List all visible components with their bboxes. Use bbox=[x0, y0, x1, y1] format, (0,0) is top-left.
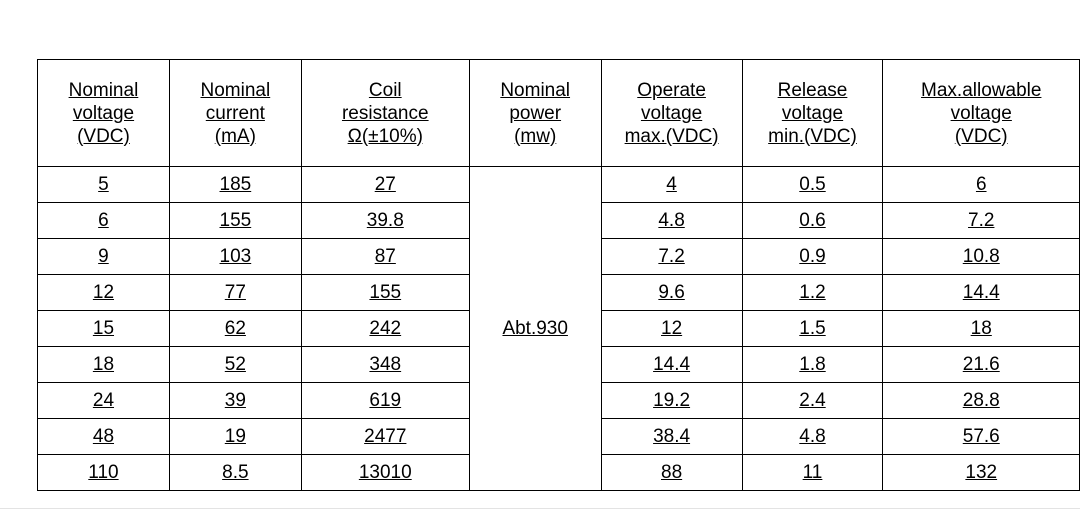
cell-release-voltage bbox=[742, 275, 883, 311]
table-body bbox=[38, 167, 1080, 491]
coil-specification-table bbox=[37, 59, 1080, 491]
cell-nominal-voltage bbox=[38, 455, 170, 491]
cell-value: 1.5 bbox=[799, 318, 826, 339]
cell-value: 155 bbox=[369, 282, 402, 303]
cell-value: 21.6 bbox=[962, 354, 1000, 375]
header-line: voltage bbox=[640, 102, 703, 124]
cell-value: 14.4 bbox=[653, 354, 691, 375]
cell-value: 4.8 bbox=[799, 426, 826, 447]
cell-value: 0.6 bbox=[799, 210, 826, 231]
cell-nominal-voltage bbox=[38, 311, 170, 347]
cell-max-allowable-voltage bbox=[883, 347, 1080, 383]
column-header-coil-resistance bbox=[301, 60, 469, 167]
cell-nominal-current bbox=[169, 419, 301, 455]
cell-nominal-current bbox=[169, 455, 301, 491]
cell-coil-resistance bbox=[301, 167, 469, 203]
cell-value: 62 bbox=[224, 318, 246, 339]
cell-value: 0.9 bbox=[799, 246, 826, 267]
header-line: Operate bbox=[637, 79, 706, 101]
cell-value: 110 bbox=[88, 462, 119, 483]
cell-value: 18 bbox=[92, 354, 115, 375]
cell-value: 57.6 bbox=[962, 426, 1000, 447]
cell-value: 18 bbox=[970, 318, 992, 339]
header-line: resistance bbox=[341, 102, 429, 124]
cell-value: 15 bbox=[92, 318, 115, 339]
cell-value: 242 bbox=[369, 318, 402, 339]
cell-operate-voltage bbox=[601, 383, 742, 419]
cell-value: 19 bbox=[224, 426, 246, 447]
cell-value: 4.8 bbox=[658, 210, 685, 231]
cell-operate-voltage bbox=[601, 311, 742, 347]
cell-nominal-voltage bbox=[38, 203, 170, 239]
cell-value: 87 bbox=[374, 246, 396, 267]
cell-value: 11 bbox=[802, 462, 823, 483]
cell-release-voltage bbox=[742, 311, 883, 347]
header-line: (mw) bbox=[514, 125, 557, 147]
cell-value: 24 bbox=[92, 390, 115, 411]
cell-value: 4 bbox=[666, 174, 677, 195]
cell-max-allowable-voltage bbox=[883, 311, 1080, 347]
cell-value: 77 bbox=[224, 282, 246, 303]
header-line: current bbox=[205, 102, 265, 124]
cell-max-allowable-voltage bbox=[883, 455, 1080, 491]
header-line: min.(VDC) bbox=[768, 125, 857, 147]
cell-nominal-voltage bbox=[38, 419, 170, 455]
cell-value: 9.6 bbox=[658, 282, 685, 303]
cell-nominal-current bbox=[169, 239, 301, 275]
cell-release-voltage bbox=[742, 203, 883, 239]
header-line: Max.allowable bbox=[921, 79, 1042, 101]
cell-value: 185 bbox=[219, 174, 252, 195]
header-line: Ω(±10%) bbox=[347, 125, 423, 147]
cell-value: 348 bbox=[369, 354, 402, 375]
cell-nominal-current bbox=[169, 311, 301, 347]
cell-coil-resistance bbox=[301, 419, 469, 455]
cell-coil-resistance bbox=[301, 347, 469, 383]
header-line: (VDC) bbox=[77, 125, 130, 147]
cell-operate-voltage bbox=[601, 275, 742, 311]
cell-max-allowable-voltage bbox=[883, 239, 1080, 275]
cell-coil-resistance bbox=[301, 455, 469, 491]
header-line: (VDC) bbox=[954, 125, 1008, 147]
cell-nominal-current bbox=[169, 275, 301, 311]
cell-nominal-voltage bbox=[38, 383, 170, 419]
cell-value: 12 bbox=[92, 282, 115, 303]
header-line: Release bbox=[777, 79, 848, 101]
cell-release-voltage bbox=[742, 239, 883, 275]
cell-value: 1.2 bbox=[799, 282, 826, 303]
cell-value: 52 bbox=[224, 354, 246, 375]
cell-max-allowable-voltage bbox=[883, 203, 1080, 239]
column-header-release-voltage bbox=[742, 60, 883, 167]
cell-nominal-current bbox=[169, 203, 301, 239]
cell-release-voltage bbox=[742, 455, 883, 491]
cell-nominal-power bbox=[469, 167, 601, 491]
cell-value: 19.2 bbox=[653, 390, 691, 411]
cell-value: 7.2 bbox=[658, 246, 685, 267]
table-row bbox=[38, 167, 1080, 203]
cell-value: 48 bbox=[92, 426, 115, 447]
cell-nominal-voltage bbox=[38, 239, 170, 275]
header-line: voltage bbox=[781, 102, 844, 124]
header-line: Nominal bbox=[500, 79, 571, 101]
cell-value: 5 bbox=[98, 174, 109, 195]
cell-coil-resistance bbox=[301, 311, 469, 347]
cell-nominal-voltage bbox=[38, 167, 170, 203]
cell-value: 10.8 bbox=[962, 246, 1000, 267]
column-header-max-allowable-voltage bbox=[883, 60, 1080, 167]
cell-value: 39.8 bbox=[366, 210, 404, 231]
cell-value: 2477 bbox=[364, 426, 407, 447]
cell-coil-resistance bbox=[301, 239, 469, 275]
table-header-row bbox=[38, 60, 1080, 167]
cell-value: 1.8 bbox=[799, 354, 826, 375]
cell-nominal-voltage bbox=[38, 275, 170, 311]
cell-release-voltage bbox=[742, 419, 883, 455]
table-header bbox=[38, 60, 1080, 167]
cell-operate-voltage bbox=[601, 203, 742, 239]
column-header-nominal-current bbox=[169, 60, 301, 167]
cell-value: 38.4 bbox=[653, 426, 691, 447]
cell-value: 14.4 bbox=[962, 282, 1000, 303]
cell-value: 28.8 bbox=[962, 390, 1000, 411]
cell-max-allowable-voltage bbox=[883, 383, 1080, 419]
cell-coil-resistance bbox=[301, 383, 469, 419]
cell-release-voltage bbox=[742, 167, 883, 203]
cell-value: 39 bbox=[224, 390, 246, 411]
column-header-operate-voltage bbox=[601, 60, 742, 167]
cell-value: 132 bbox=[965, 462, 998, 483]
cell-nominal-current bbox=[169, 383, 301, 419]
cell-value: 6 bbox=[98, 210, 109, 231]
cell-max-allowable-voltage bbox=[883, 167, 1080, 203]
header-line: voltage bbox=[950, 102, 1012, 124]
cell-value: 155 bbox=[219, 210, 252, 231]
header-line: max.(VDC) bbox=[624, 125, 719, 147]
cell-value: 88 bbox=[661, 462, 683, 483]
cell-operate-voltage bbox=[601, 455, 742, 491]
cell-max-allowable-voltage bbox=[883, 275, 1080, 311]
cell-coil-resistance bbox=[301, 275, 469, 311]
header-line: Coil bbox=[368, 79, 402, 101]
cell-value: 0.5 bbox=[799, 174, 826, 195]
cell-value: 6 bbox=[975, 174, 987, 195]
cell-nominal-voltage bbox=[38, 347, 170, 383]
cell-operate-voltage bbox=[601, 239, 742, 275]
column-header-nominal-voltage bbox=[38, 60, 170, 167]
cell-value: 13010 bbox=[358, 462, 412, 483]
cell-operate-voltage bbox=[601, 347, 742, 383]
cell-value: 7.2 bbox=[968, 210, 995, 231]
cell-operate-voltage bbox=[601, 419, 742, 455]
cell-nominal-current bbox=[169, 167, 301, 203]
header-line: power bbox=[509, 102, 562, 124]
cell-release-voltage bbox=[742, 347, 883, 383]
header-line: (mA) bbox=[214, 125, 256, 147]
cell-value: 103 bbox=[219, 246, 252, 267]
cell-max-allowable-voltage bbox=[883, 419, 1080, 455]
cell-value: 619 bbox=[369, 390, 402, 411]
header-line: Nominal bbox=[68, 79, 139, 101]
cell-value: 27 bbox=[374, 174, 396, 195]
column-header-nominal-power bbox=[469, 60, 601, 167]
cell-value: 8.5 bbox=[222, 462, 249, 483]
cell-operate-voltage bbox=[601, 167, 742, 203]
header-line: voltage bbox=[72, 102, 135, 124]
header-line: Nominal bbox=[200, 79, 271, 101]
cell-value: 12 bbox=[661, 318, 683, 339]
cell-release-voltage bbox=[742, 383, 883, 419]
cell-value: 9 bbox=[98, 246, 109, 267]
cell-coil-resistance bbox=[301, 203, 469, 239]
cell-value: 2.4 bbox=[799, 390, 826, 411]
cell-nominal-current bbox=[169, 347, 301, 383]
cell-value: Abt.930 bbox=[502, 318, 568, 339]
